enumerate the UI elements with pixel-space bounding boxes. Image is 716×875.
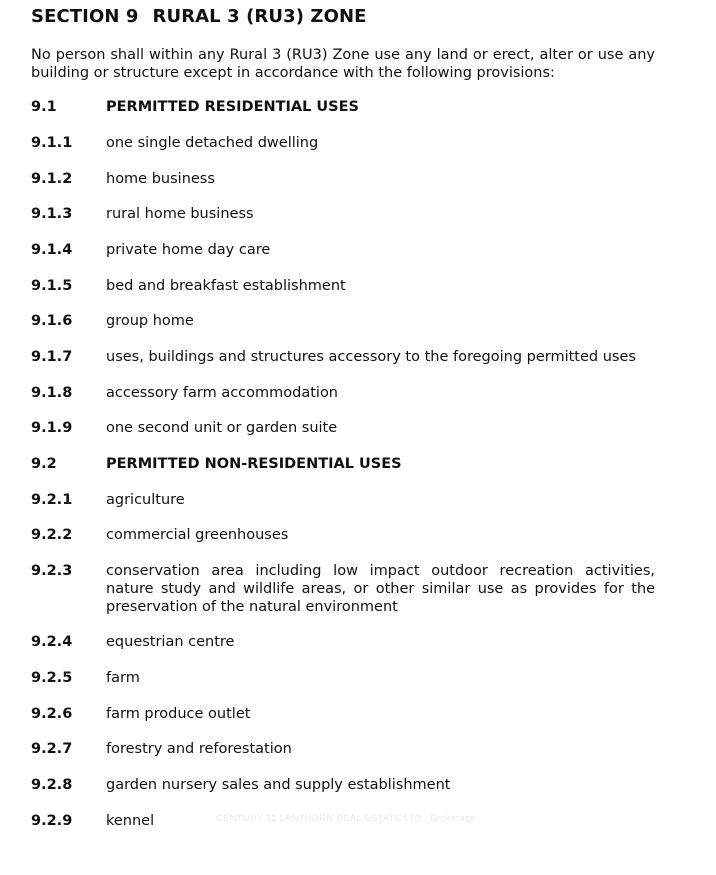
provision-text: equestrian centre (106, 634, 235, 650)
provision-text: commercial greenhouses (106, 527, 289, 543)
provision-number: 9.1.1 (31, 135, 73, 151)
provision-number: 9.1.4 (31, 242, 73, 258)
section-number: SECTION 9 (31, 6, 139, 27)
provision-number: 9.2.4 (31, 634, 73, 650)
provision-text: PERMITTED NON-RESIDENTIAL USES (106, 456, 402, 472)
provision-number: 9.2.5 (31, 670, 73, 686)
provision-text: farm produce outlet (106, 706, 251, 722)
provision-text: one second unit or garden suite (106, 420, 338, 436)
provision-text: forestry and reforestation (106, 741, 292, 757)
provision-text: bed and breakfast establishment (106, 278, 346, 294)
provision-text: kennel (106, 813, 155, 829)
provision-text: group home (106, 313, 194, 329)
provision-number: 9.2.2 (31, 527, 73, 543)
provision-number: 9.1.8 (31, 385, 73, 401)
brokerage-watermark: CENTURY 21 LANTHORN REAL ESTATE LTD., Brokerage (216, 813, 476, 824)
intro-paragraph: No person shall within any Rural 3 (RU3) Zone use any land or erect, alter or use any building or structure except in accordance with the following provisions: (31, 47, 655, 81)
provision-text: garden nursery sales and supply establishment (106, 777, 451, 793)
provision-text: PERMITTED RESIDENTIAL USES (106, 99, 359, 115)
provision-number: 9.1.9 (31, 420, 73, 436)
provision-number: 9.2.8 (31, 777, 73, 793)
provision-text: one single detached dwelling (106, 135, 319, 151)
provision-number: 9.2.9 (31, 813, 73, 829)
provision-number: 9.2.7 (31, 741, 73, 757)
provision-number: 9.2 (31, 456, 57, 472)
provision-text: uses, buildings and structures accessory to the foregoing permitted uses (106, 349, 636, 365)
provision-number: 9.2.6 (31, 706, 73, 722)
provision-number: 9.1.2 (31, 171, 73, 187)
provision-text: agriculture (106, 492, 185, 508)
provision-text: home business (106, 171, 215, 187)
provision-number: 9.1.7 (31, 349, 73, 365)
provision-number: 9.1 (31, 99, 57, 115)
provision-number: 9.1.6 (31, 313, 73, 329)
provision-text: conservation area including low impact outdoor recreation activities, nature study and wildlife areas, or other similar use as provides for the preservation of the natural environment (106, 563, 655, 615)
section-title (31, 6, 367, 27)
provision-text: rural home business (106, 206, 254, 222)
provision-number: 9.2.3 (31, 563, 73, 579)
provision-text: accessory farm accommodation (106, 385, 338, 401)
section-name: RURAL 3 (RU3) ZONE (152, 6, 367, 27)
provision-text: farm (106, 670, 140, 686)
provision-number: 9.2.1 (31, 492, 73, 508)
provision-number: 9.1.3 (31, 206, 73, 222)
provision-number: 9.1.5 (31, 278, 73, 294)
provision-text: private home day care (106, 242, 271, 258)
